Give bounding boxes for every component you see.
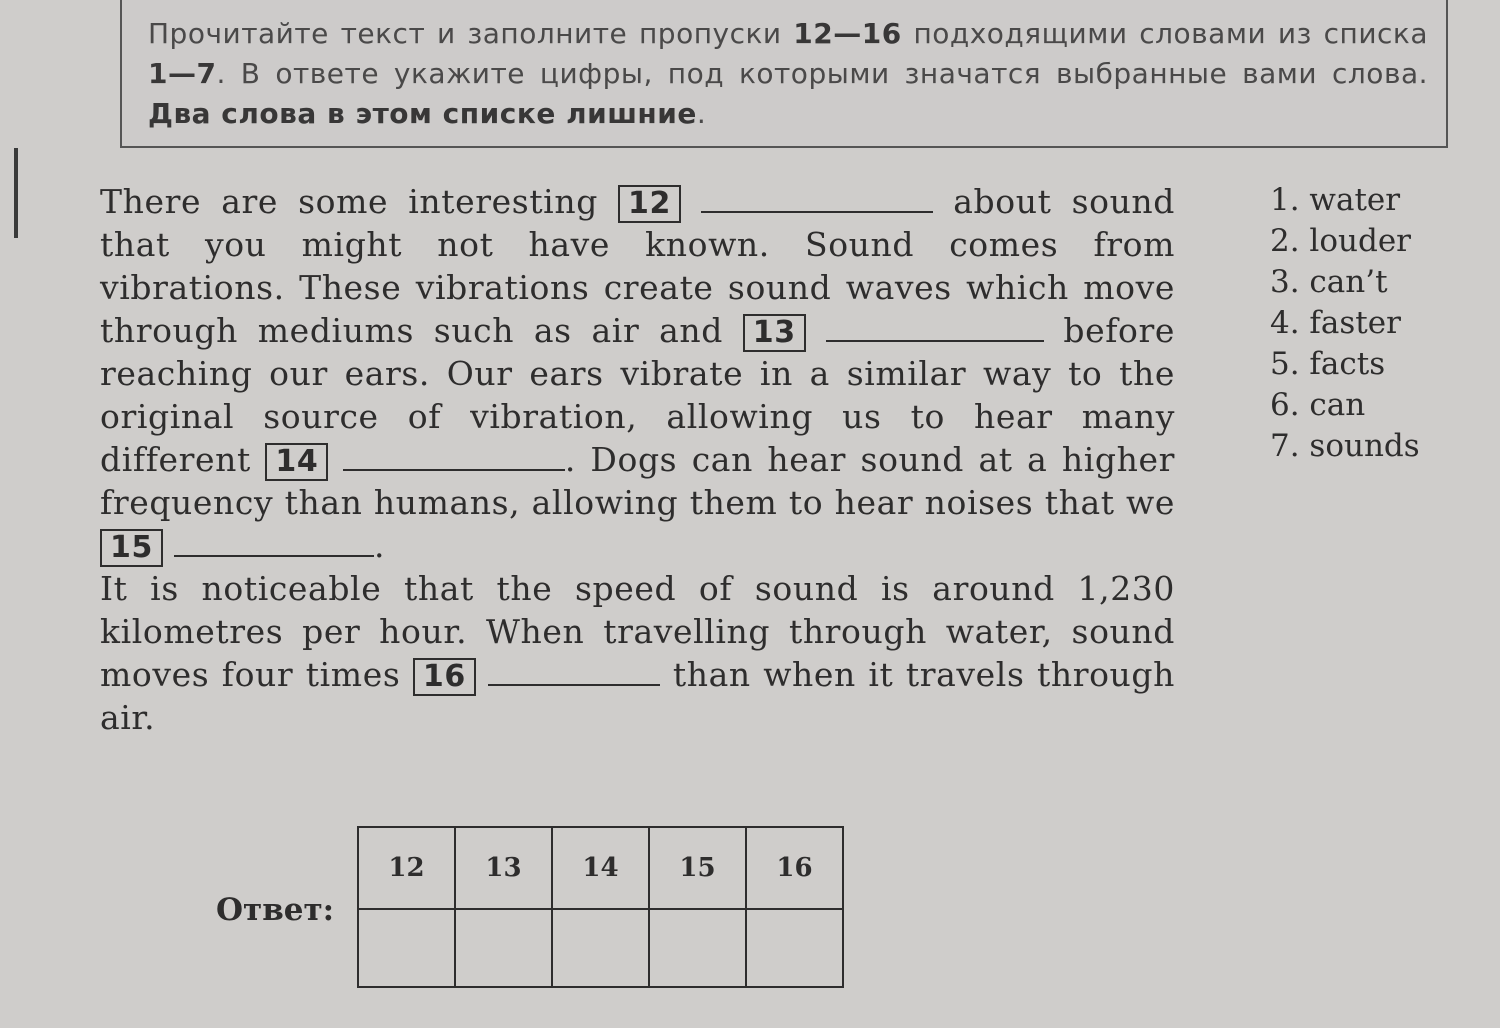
gap-fill-text [100,180,1175,739]
gap-number-13: 13 [743,314,806,352]
answer-header-16: 16 [746,827,843,909]
answer-header-12: 12 [358,827,455,909]
text-part: before reaching our ears. Our ears vibrate in a similar way to the original source of vibration, allowing us to hear many different [100,311,1176,479]
instructions-box [120,0,1448,148]
answer-header-13: 13 [455,827,552,909]
gap-number-16: 16 [413,658,476,696]
word-list-item: 1. water [1270,182,1401,218]
instructions-part: подходящими словами из списка [901,17,1428,50]
instructions-note: Два слова в этом списке лишние [148,97,697,130]
instructions-list-range: 1—7 [148,57,217,90]
text-part: . Dogs can hear sound at a higher frequency than humans, allowing them to hear noises that we [100,440,1175,522]
word-list-item: 2. louder [1270,223,1411,259]
word-list [1270,180,1420,467]
answer-cell-12[interactable] [358,909,455,987]
text-part: than when it travels through air. [100,655,1175,737]
answer-label: Ответ: [216,892,335,928]
gap-blank-14[interactable] [343,447,565,471]
gap-blank-12[interactable] [701,189,933,213]
answer-cell-13[interactable] [455,909,552,987]
word-list-item: 7. sounds [1270,428,1420,464]
gap-blank-13[interactable] [826,318,1044,342]
word-list-item: 4. faster [1270,305,1401,341]
word-list-item: 3. can’t [1270,264,1388,300]
answer-table [357,826,844,988]
gap-number-15: 15 [100,529,163,567]
answer-cell-16[interactable] [746,909,843,987]
answer-cell-14[interactable] [552,909,649,987]
answer-cell-15[interactable] [649,909,746,987]
gap-number-14: 14 [265,443,328,481]
answer-header-15: 15 [649,827,746,909]
instructions-range: 12—16 [793,17,902,50]
gap-number-12: 12 [618,185,681,223]
gap-blank-16[interactable] [488,662,660,686]
instructions-part: . В ответе укажите цифры, под которыми значатся выбранные вами слова. [216,57,1428,90]
text-part: about sound that you might not have known. Sound comes from vibrations. These vibrations create sound waves which move through mediums such as air and [100,182,1176,350]
instructions-part: . [696,97,707,130]
word-list-item: 5. facts [1270,346,1386,382]
text-part: It is noticeable that the speed of sound is around 1,230 kilometres per hour. When travelling through water, sound moves four times [100,569,1175,694]
answer-header-14: 14 [552,827,649,909]
word-list-item: 6. can [1270,387,1366,423]
text-part: There are some interesting [100,182,619,221]
text-part: . [374,526,386,565]
instructions-part: Прочитайте текст и заполните пропуски [148,17,794,50]
instructions-text [148,14,1428,134]
margin-mark [14,148,18,238]
gap-blank-15[interactable] [174,533,374,557]
